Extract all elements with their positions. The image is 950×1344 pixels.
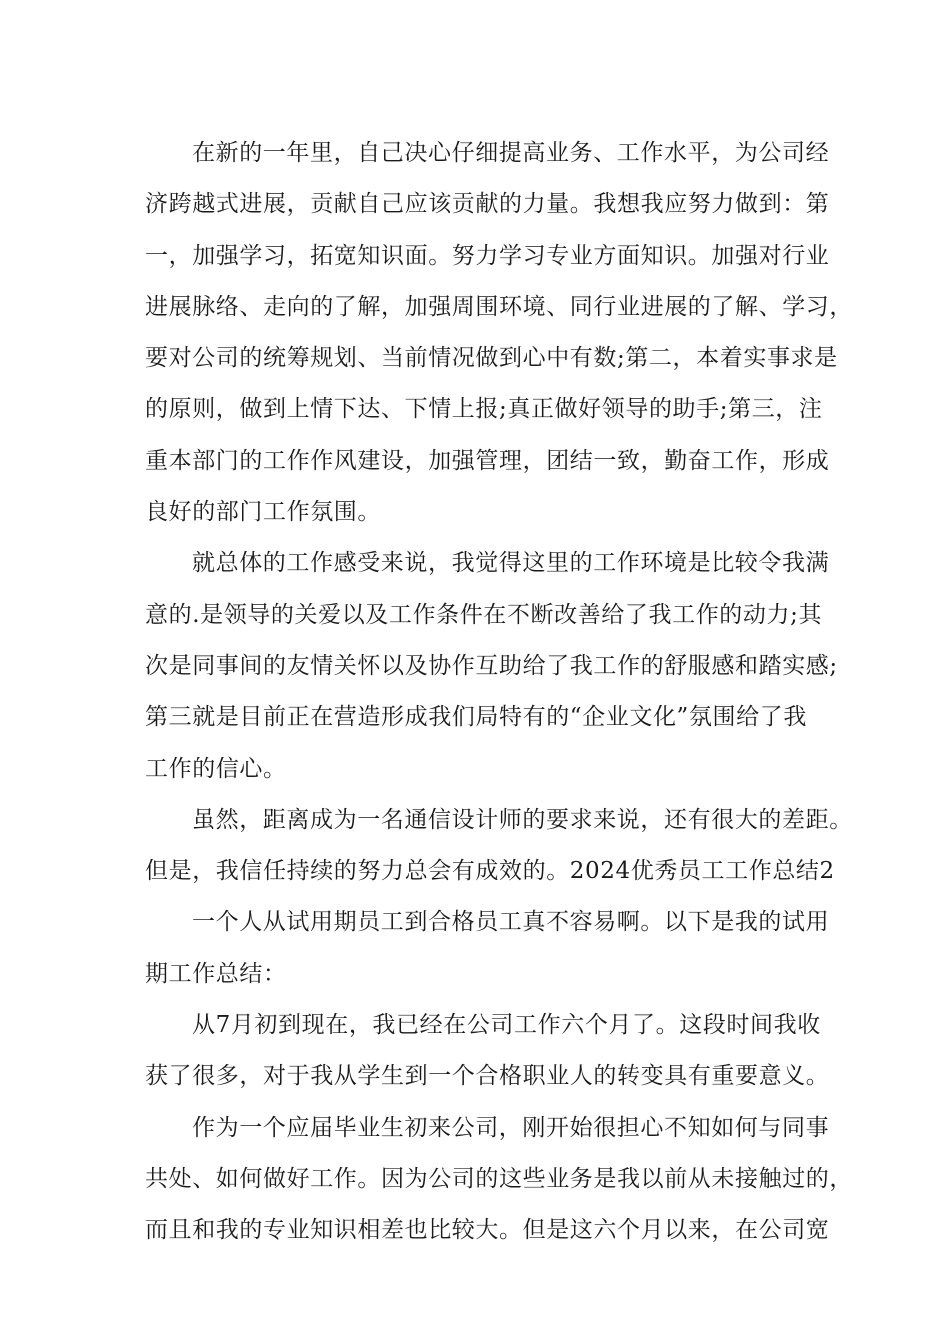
text-line: 重本部门的工作作风建设，加强管理，团结一致，勤奋工作，形成 — [145, 447, 830, 474]
text-line: 但是，我信任持续的努力总会有成效的。2024优秀员工工作总结2 — [145, 858, 835, 885]
text-line: 作为一个应届毕业生初来公司，刚开始很担心不知如何与同事 — [192, 1114, 830, 1141]
paragraph — [145, 897, 830, 1000]
text-line: 就总体的工作感受来说，我觉得这里的工作环境是比较令我满 — [192, 550, 830, 577]
text-line: 在新的一年里，自己决心仔细提高业务、工作水平，为公司经 — [192, 140, 830, 166]
text-line: 良好的部门工作氛围。 — [145, 499, 381, 526]
text-line: 意的.是领导的关爱以及工作条件在不断改善给了我工作的动力;其 — [145, 601, 823, 628]
text-line: 的原则，做到上情下达、下情上报;真正做好领导的助手;第三，注 — [145, 396, 823, 423]
text-line: 进展脉络、走向的了解，加强周围环境、同行业进展的了解、学习， — [145, 293, 853, 320]
text-line: 期工作总结： — [145, 960, 287, 987]
document-body — [145, 128, 853, 1257]
text-line: 济跨越式进展，贡献自己应该贡献的力量。我想我应努力做到：第 — [145, 191, 830, 218]
paragraph — [145, 1103, 853, 1257]
paragraph — [145, 795, 853, 898]
text-line: 次是同事间的友情关怀以及协作互助给了我工作的舒服感和踏实感; — [145, 652, 838, 679]
text-line: 要对公司的统筹规划、当前情况做到心中有数;第二，本着实事求是 — [145, 345, 838, 372]
text-line: 从7月初到现在，我已经在公司工作六个月了。这段时间我收 — [192, 1012, 821, 1039]
text-line: 而且和我的专业知识相差也比较大。但是这六个月以来，在公司宽 — [145, 1217, 830, 1244]
text-line: 一个人从试用期员工到合格员工真不容易啊。以下是我的试用 — [192, 909, 830, 936]
text-line: 工作的信心。 — [145, 755, 287, 782]
text-line: 虽然，距离成为一名通信设计师的要求来说，还有很大的差距。 — [192, 806, 853, 833]
paragraph — [145, 538, 838, 794]
text-line: 一，加强学习，拓宽知识面。努力学习专业方面知识。加强对行业 — [145, 242, 830, 269]
paragraph — [145, 128, 853, 538]
text-line: 获了很多，对于我从学生到一个合格职业人的转变具有重要意义。 — [145, 1063, 830, 1090]
text-line: 共处、如何做好工作。因为公司的这些业务是我以前从未接触过的， — [145, 1165, 853, 1192]
text-line: 第三就是目前正在营造形成我们局特有的“企业文化”氛围给了我 — [145, 704, 807, 731]
paragraph — [145, 1000, 830, 1103]
